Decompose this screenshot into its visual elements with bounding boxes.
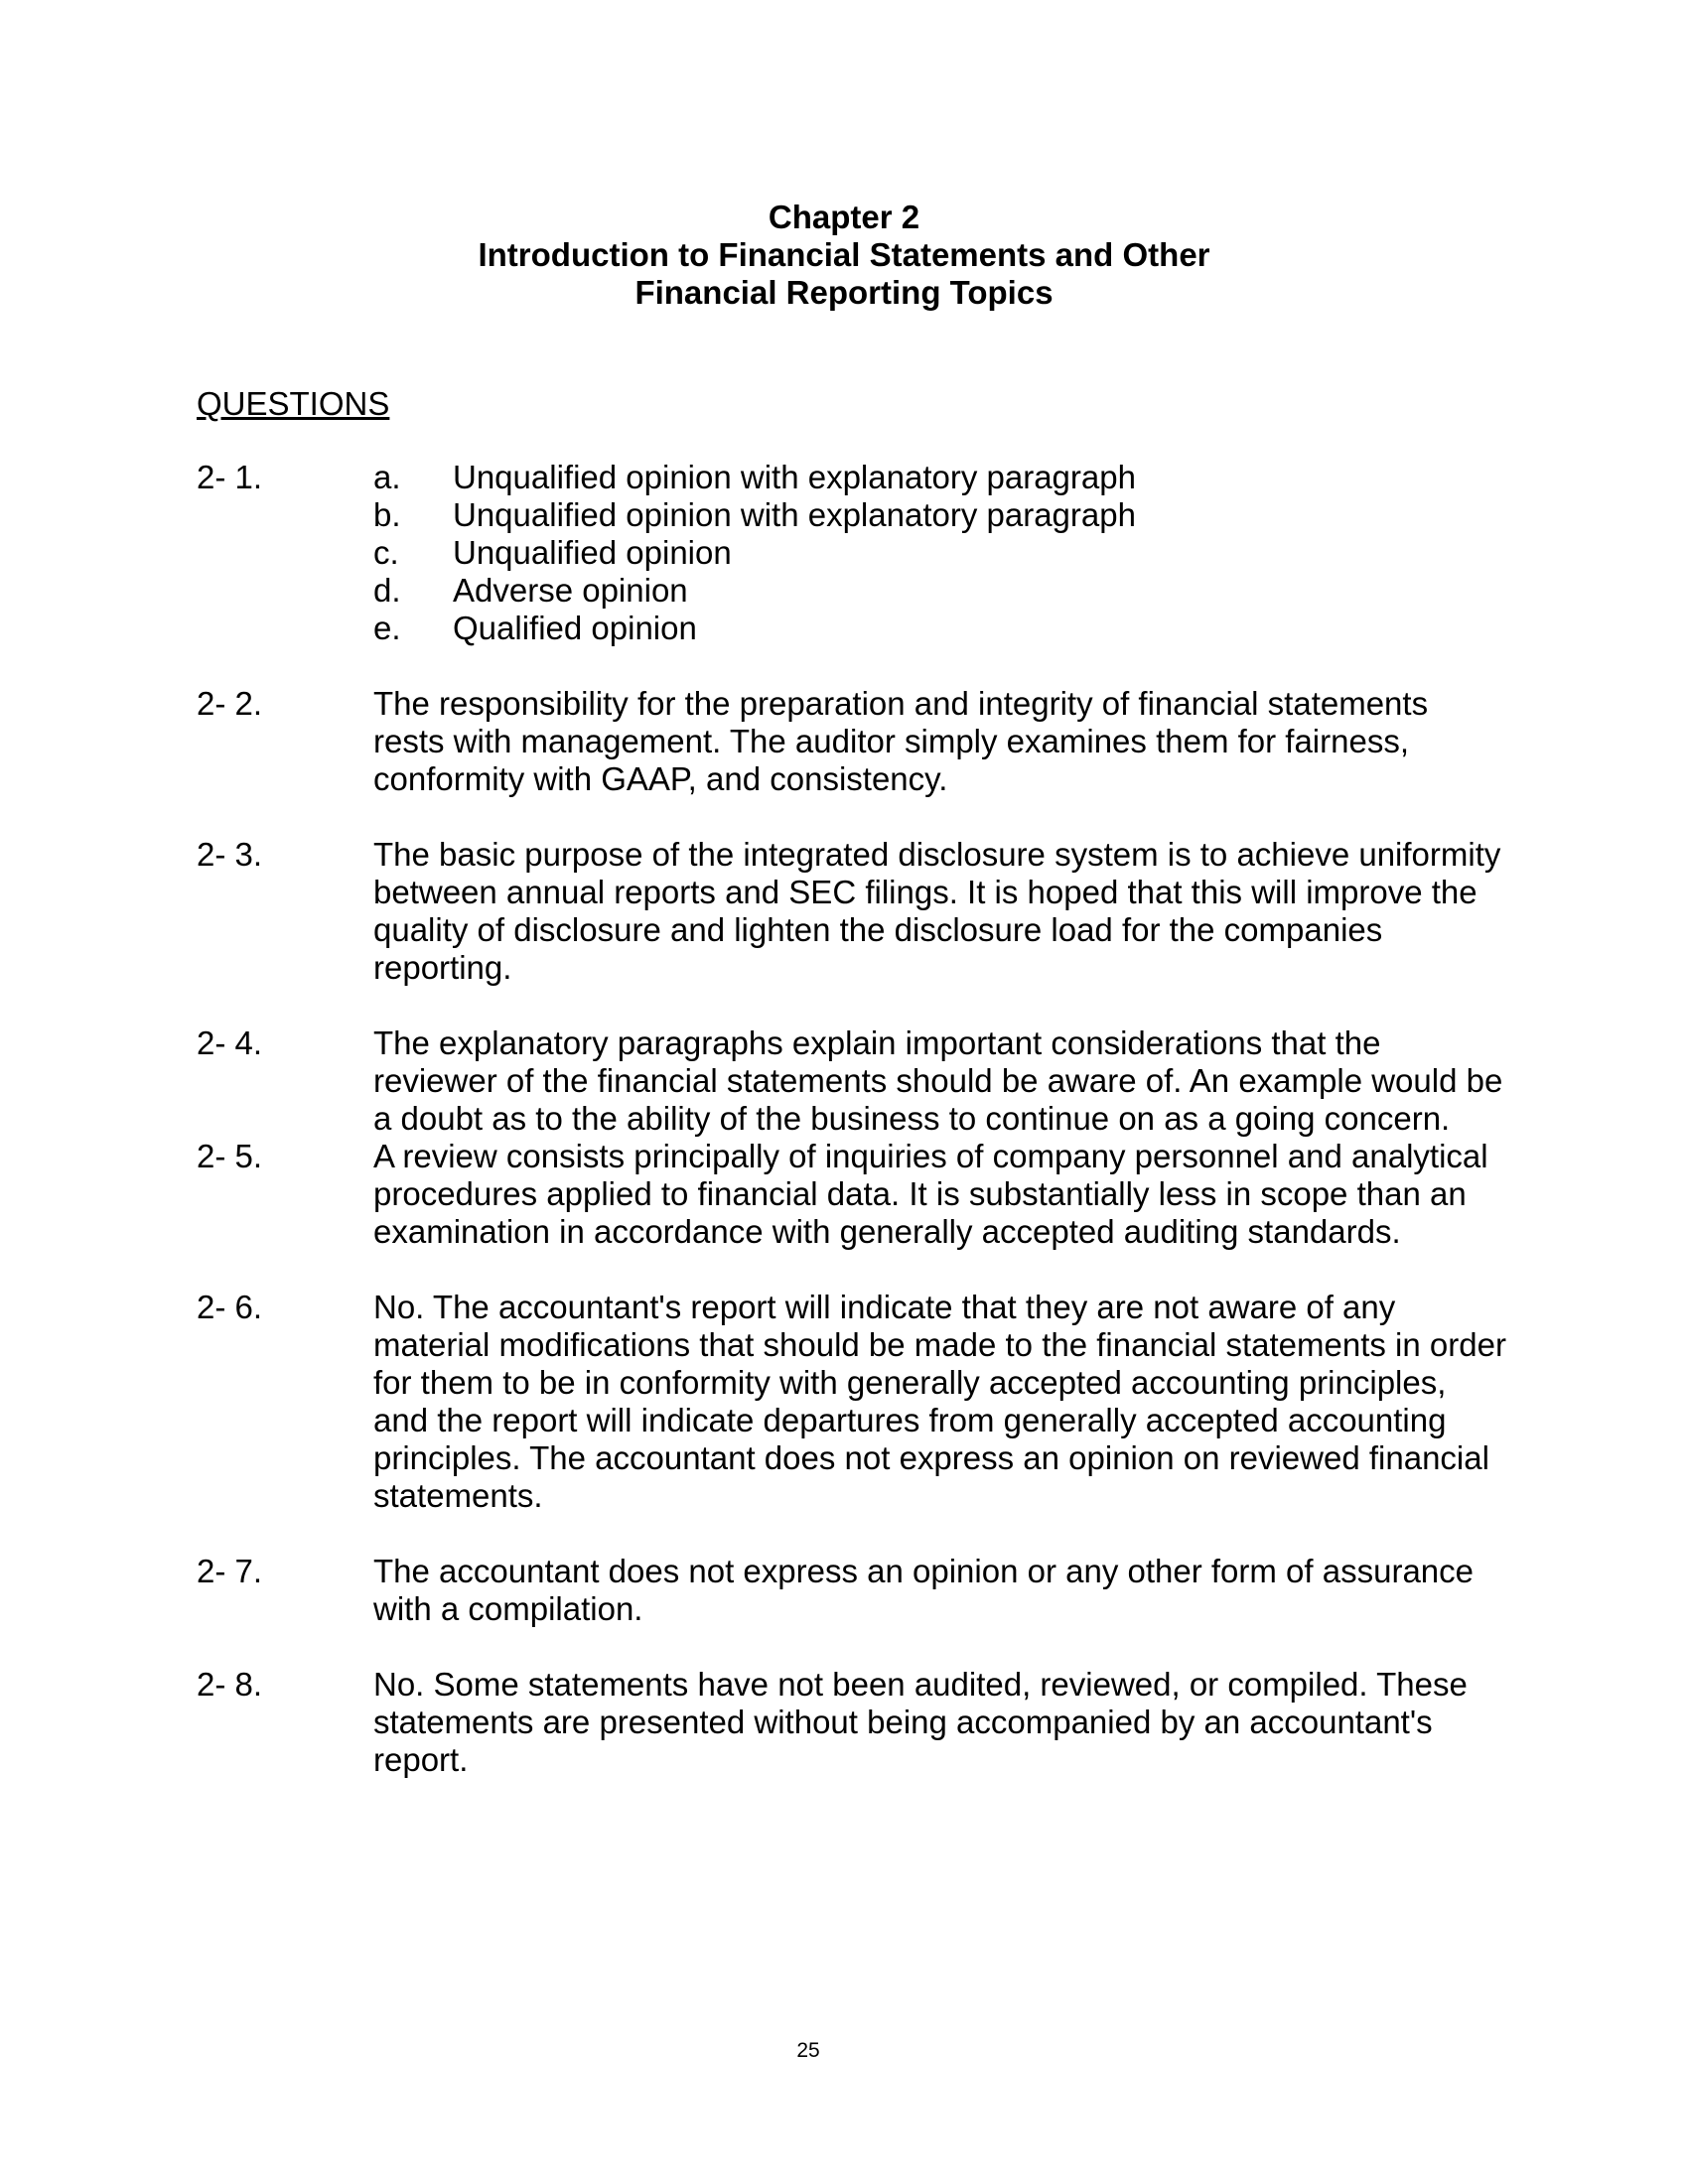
- answer-text: No. Some statements have not been audited, reviewed, or compiled. These statements are presented without being accompanied by an accountant's report.: [373, 1666, 1468, 1778]
- subitem-letter: c.: [373, 534, 399, 571]
- answer-list: [373, 459, 1507, 647]
- answer-text: The basic purpose of the integrated disclosure system is to achieve uniformity between annual reports and SEC filings. It is hoped that this will improve the quality of disclosure and lighten the disclosure load for the companies reporting.: [373, 836, 1501, 986]
- answer-subitem: [373, 496, 1507, 534]
- question-number: 2- 3.: [197, 836, 263, 873]
- question-item: [197, 1024, 1507, 1138]
- question-item: [197, 1553, 1507, 1628]
- question-number: 2- 5.: [197, 1138, 263, 1174]
- question-item: [197, 1138, 1507, 1251]
- answer-text: The explanatory paragraphs explain important considerations that the reviewer of the financial statements should be aware of. An example would be a doubt as to the ability of the business to continue on as a going concern.: [373, 1024, 1503, 1137]
- question-number: 2- 4.: [197, 1024, 263, 1061]
- subitem-text: Unqualified opinion with explanatory paragraph: [453, 496, 1136, 533]
- subitem-text: Qualified opinion: [453, 610, 697, 646]
- subitem-text: Unqualified opinion: [453, 534, 732, 571]
- subitem-letter: e.: [373, 610, 401, 646]
- question-item: [197, 836, 1507, 987]
- chapter-number: Chapter 2: [768, 199, 920, 235]
- question-number: 2- 2.: [197, 685, 263, 722]
- question-number: 2- 7.: [197, 1553, 263, 1589]
- answer-text: A review consists principally of inquiries of company personnel and analytical procedures applied to financial data. It is substantially less in scope than an examination in accordance with generally accepted auditing standards.: [373, 1138, 1488, 1250]
- chapter-title-line-1: Introduction to Financial Statements and Other: [478, 236, 1210, 273]
- subitem-letter: b.: [373, 496, 401, 533]
- subitem-text: Unqualified opinion with explanatory paragraph: [453, 459, 1136, 495]
- answer-text: The accountant does not express an opinion or any other form of assurance with a compilation.: [373, 1553, 1474, 1627]
- page-number: 25: [796, 2039, 820, 2062]
- answer-subitem: [373, 572, 1507, 610]
- question-item: [197, 1666, 1507, 1779]
- answer-text: The responsibility for the preparation and integrity of financial statements rests with management. The auditor simply examines them for fairness, conformity with GAAP, and consistency.: [373, 685, 1429, 797]
- answer-subitem: [373, 610, 1507, 647]
- subitem-letter: d.: [373, 572, 401, 609]
- question-item: [197, 1289, 1507, 1515]
- subitem-text: Adverse opinion: [453, 572, 688, 609]
- answer-subitem: [373, 534, 1507, 572]
- question-number: 2- 6.: [197, 1289, 263, 1325]
- chapter-title: [0, 199, 1688, 312]
- question-item: [197, 685, 1507, 798]
- answer-subitem: [373, 459, 1507, 496]
- question-number: 2- 1.: [197, 459, 263, 495]
- subitem-letter: a.: [373, 459, 401, 495]
- questions-list: [197, 459, 1507, 1779]
- section-heading: QUESTIONS: [197, 385, 390, 422]
- question-item: [197, 459, 1507, 647]
- question-number: 2- 8.: [197, 1666, 263, 1703]
- answer-text: No. The accountant's report will indicate that they are not aware of any material modifications that should be made to the financial statements in order for them to be in conformity with generally accepted accounting principles, and the report will indicate departures from generally accepted accounting principles. The accountant does not express an opinion on reviewed financial statements.: [373, 1289, 1506, 1514]
- chapter-title-line-2: Financial Reporting Topics: [634, 274, 1054, 311]
